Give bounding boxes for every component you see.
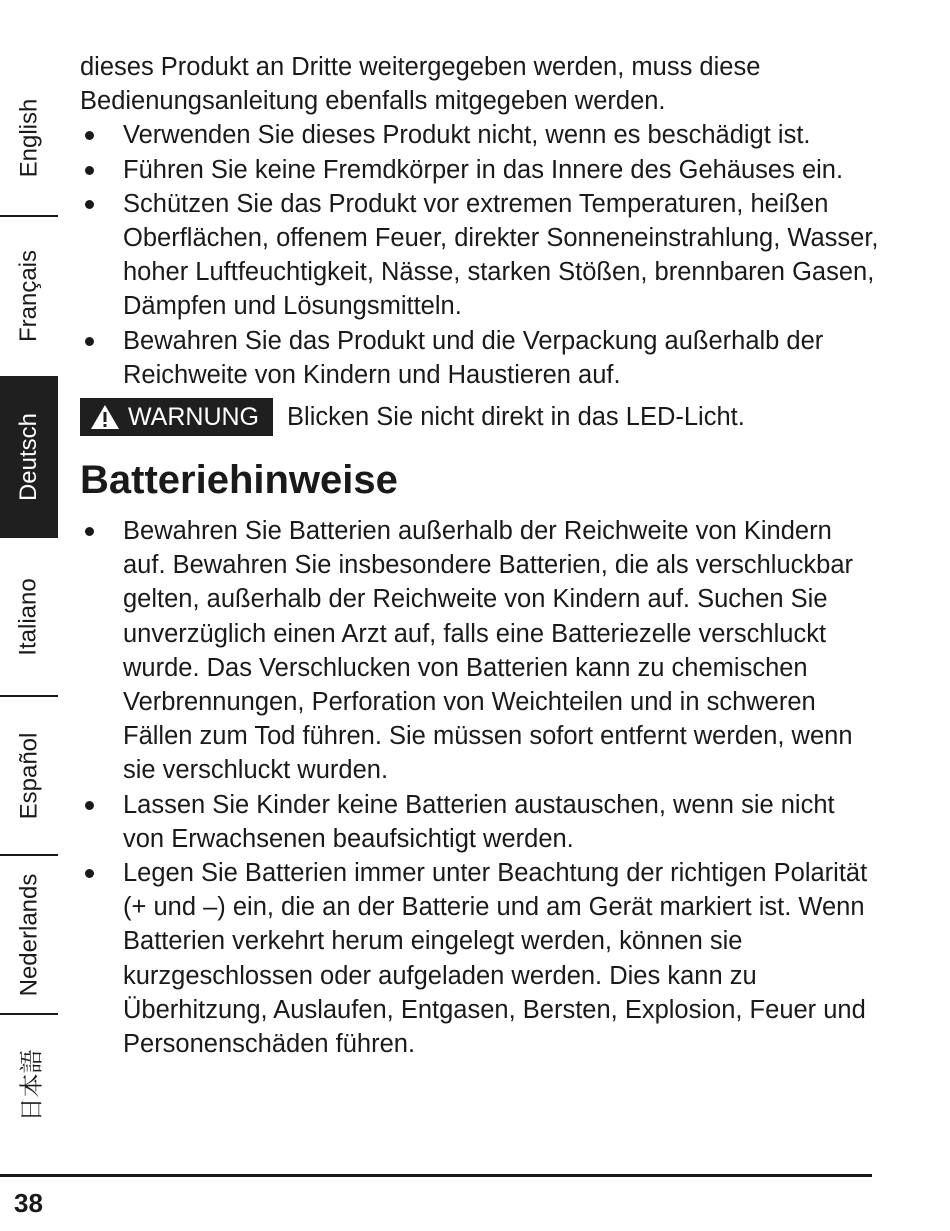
tab-italiano[interactable] xyxy=(0,538,58,695)
tab-francais[interactable] xyxy=(0,217,58,374)
warning-text: Blicken Sie nicht direkt in das LED-Licht. xyxy=(287,402,745,431)
tab-japanese[interactable] xyxy=(0,1015,58,1155)
tab-english[interactable] xyxy=(0,60,58,215)
intro-line: dieses Produkt an Dritte weitergegeben werden, muss diese xyxy=(80,53,761,81)
tab-nederlands[interactable] xyxy=(0,856,58,1013)
list-item: Legen Sie Batterien immer unter Beachtung der richtigen Polarität (+ und –) ein, die an der Batterie und am Gerät markiert ist. Wenn Batterien verkehrt herum eingelegt werden, können sie kurzgeschlossen oder aufgeladen werden. Dies kann zu Überhitzung, Auslaufen, Entgasen, Bersten, Explosion, Feuer und Personenschäden führen. xyxy=(80,856,880,1061)
tab-japanese-label: 日本語 xyxy=(18,1049,46,1121)
list-item: Führen Sie keine Fremdkörper in das Innere des Gehäuses ein. xyxy=(80,153,880,187)
page-number: 38 xyxy=(14,1188,43,1218)
intro-line: Bedienungsanleitung ebenfalls mitgegeben werden. xyxy=(80,87,666,116)
tab-francais-label: Français xyxy=(15,249,42,342)
section-title: Batteriehinweise xyxy=(80,458,398,503)
tab-deutsch[interactable] xyxy=(0,376,58,538)
list-item: Bewahren Sie das Produkt und die Verpackung außerhalb der Reichweite von Kindern und Haustieren auf. xyxy=(80,324,880,392)
tab-espanol[interactable] xyxy=(0,697,58,854)
list-item: Bewahren Sie Batterien außerhalb der Reichweite von Kindern auf. Bewahren Sie insbesondere Batterien, die als verschluckbar gelten, außerhalb der Reichweite von Kindern auf. Suchen Sie unverzüglich einen Arzt auf, falls eine Batteriezelle verschluckt wurde. Das Verschlucken von Batterien kann zu chemischen Verbrennungen, Perforation von Weichteilen und in schweren Fällen zum Tod führen. Sie müssen sofort entfernt werden, wenn sie verschluckt wurden. xyxy=(80,514,880,788)
safety-bullet-list xyxy=(80,118,880,392)
warning-badge xyxy=(80,398,273,436)
warning-triangle-icon xyxy=(90,404,120,430)
tab-nederlands-label: Nederlands xyxy=(15,873,42,996)
warning-badge-label: WARNUNG xyxy=(128,402,260,431)
list-item: Schützen Sie das Produkt vor extremen Temperaturen, heißen Oberflächen, offenem Feuer, direkter Sonneneinstrahlung, Wasser, hoher Luftfeuchtigkeit, Nässe, starken Stößen, brennbaren Gasen, Dämpfen und Lösungsmitteln. xyxy=(80,187,880,324)
warning-row xyxy=(80,398,880,436)
list-item: Verwenden Sie dieses Produkt nicht, wenn es beschädigt ist. xyxy=(80,118,880,152)
tab-english-label: English xyxy=(15,98,42,177)
list-item: Lassen Sie Kinder keine Batterien austauschen, wenn sie nicht von Erwachsenen beaufsichtigt werden. xyxy=(80,788,880,856)
tab-espanol-label: Español xyxy=(15,732,43,819)
page-content xyxy=(80,50,880,1061)
tab-italiano-label: Italiano xyxy=(15,577,43,656)
footer-divider xyxy=(0,1174,872,1177)
battery-bullet-list xyxy=(80,514,880,1061)
tab-deutsch-label: Deutsch xyxy=(15,412,43,502)
